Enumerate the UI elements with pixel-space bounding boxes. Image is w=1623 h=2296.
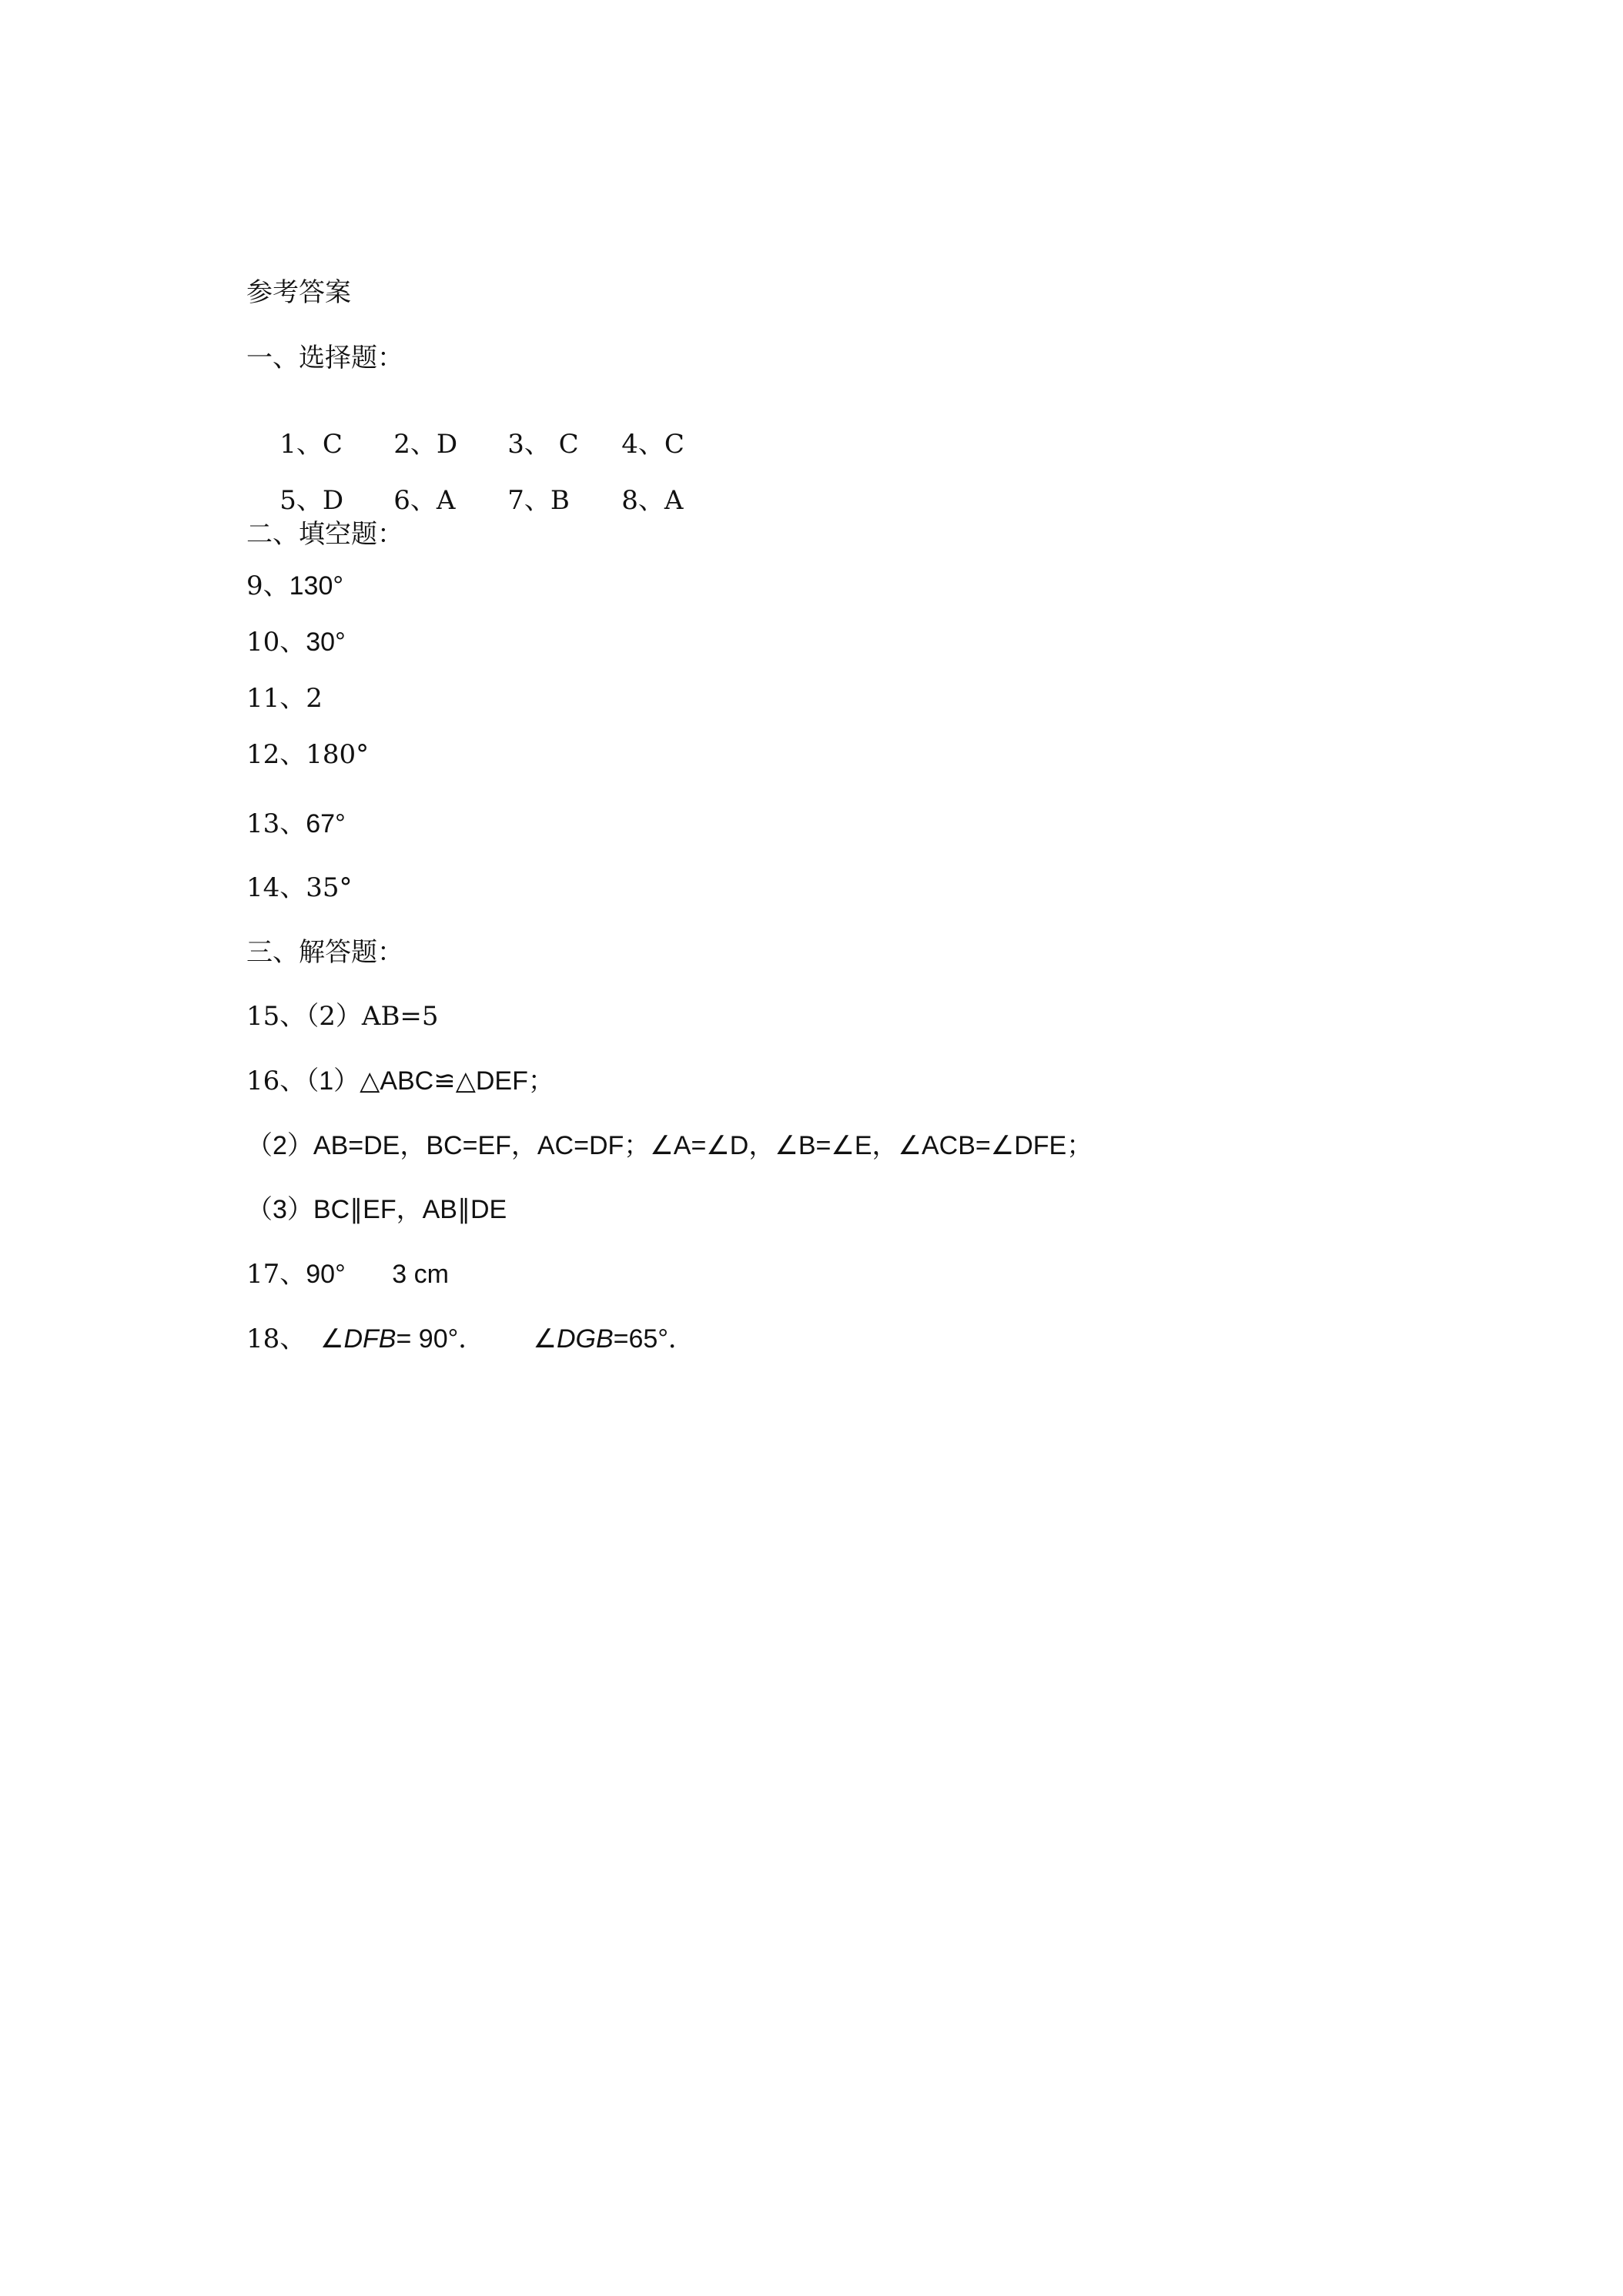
fill-answer-9 [246,569,343,603]
angle-name: DFB [343,1324,397,1354]
choice-answer-4: 4、C [621,429,684,460]
answer-length: 3 cm [392,1260,449,1289]
question-number: 16、 [246,1066,306,1096]
fill-value: 30° [306,628,346,657]
solve-answer-16-part3: （3）BC∥EF，AB∥DE [246,1195,507,1224]
section-fill-heading: 二、填空题： [246,519,403,550]
solve-answer-18 [246,1322,694,1356]
fill-num: 11、 [246,683,306,714]
fill-value: 2 [306,683,323,714]
angle-value: = 90°． [396,1324,485,1354]
choice-answer-3: 3、 C [507,429,579,460]
question-number: 17、 [246,1259,306,1290]
section-choice-heading: 一、选择题： [246,343,403,373]
fill-answer-11 [246,681,323,715]
fill-value: 180° [306,739,370,770]
fill-answer-13 [246,807,346,841]
solve-answer-17 [246,1257,449,1291]
choice-answer-6: 6、A [393,485,456,516]
choice-answer-8: 8、A [621,485,684,516]
choice-answer-1: 1、C [279,429,343,460]
choice-answer-7: 7、B [507,485,570,516]
solve-answer-15: 15、（2）AB=5 [246,1001,439,1032]
choice-answer-2: 2、D [393,429,458,460]
choice-row-2 [246,450,684,516]
choice-row-1 [246,393,684,460]
fill-value: 35° [306,872,353,903]
fill-answer-12 [246,738,369,771]
fill-num: 12、 [246,739,306,770]
answer-angle: 90° [306,1260,346,1289]
solve-answer-16-part1 [246,1064,554,1098]
fill-num: 13、 [246,808,306,839]
section-solve-heading: 三、解答题： [246,937,403,968]
fill-num: 10、 [246,627,306,658]
angle-symbol: ∠ [533,1324,557,1354]
page-title: 参考答案 [246,277,351,308]
fill-num: 14、 [246,872,306,903]
choice-answer-5: 5、D [279,485,344,516]
fill-num: 9、 [246,571,289,601]
angle-value: =65°． [613,1324,694,1354]
solve-answer-16-part2: （2）AB=DE，BC=EF，AC=DF；∠A=∠D，∠B=∠E，∠ACB=∠DFE； [246,1131,1093,1160]
fill-value: 130° [289,571,343,601]
question-number: 18、 [246,1324,306,1354]
angle-name: DGB [556,1324,614,1354]
fill-value: 67° [306,809,346,838]
angle-symbol: ∠ [320,1324,344,1354]
fill-answer-14 [246,871,353,905]
answer-text: （1）△ABC≌△DEF； [306,1066,554,1096]
fill-answer-10 [246,625,346,659]
